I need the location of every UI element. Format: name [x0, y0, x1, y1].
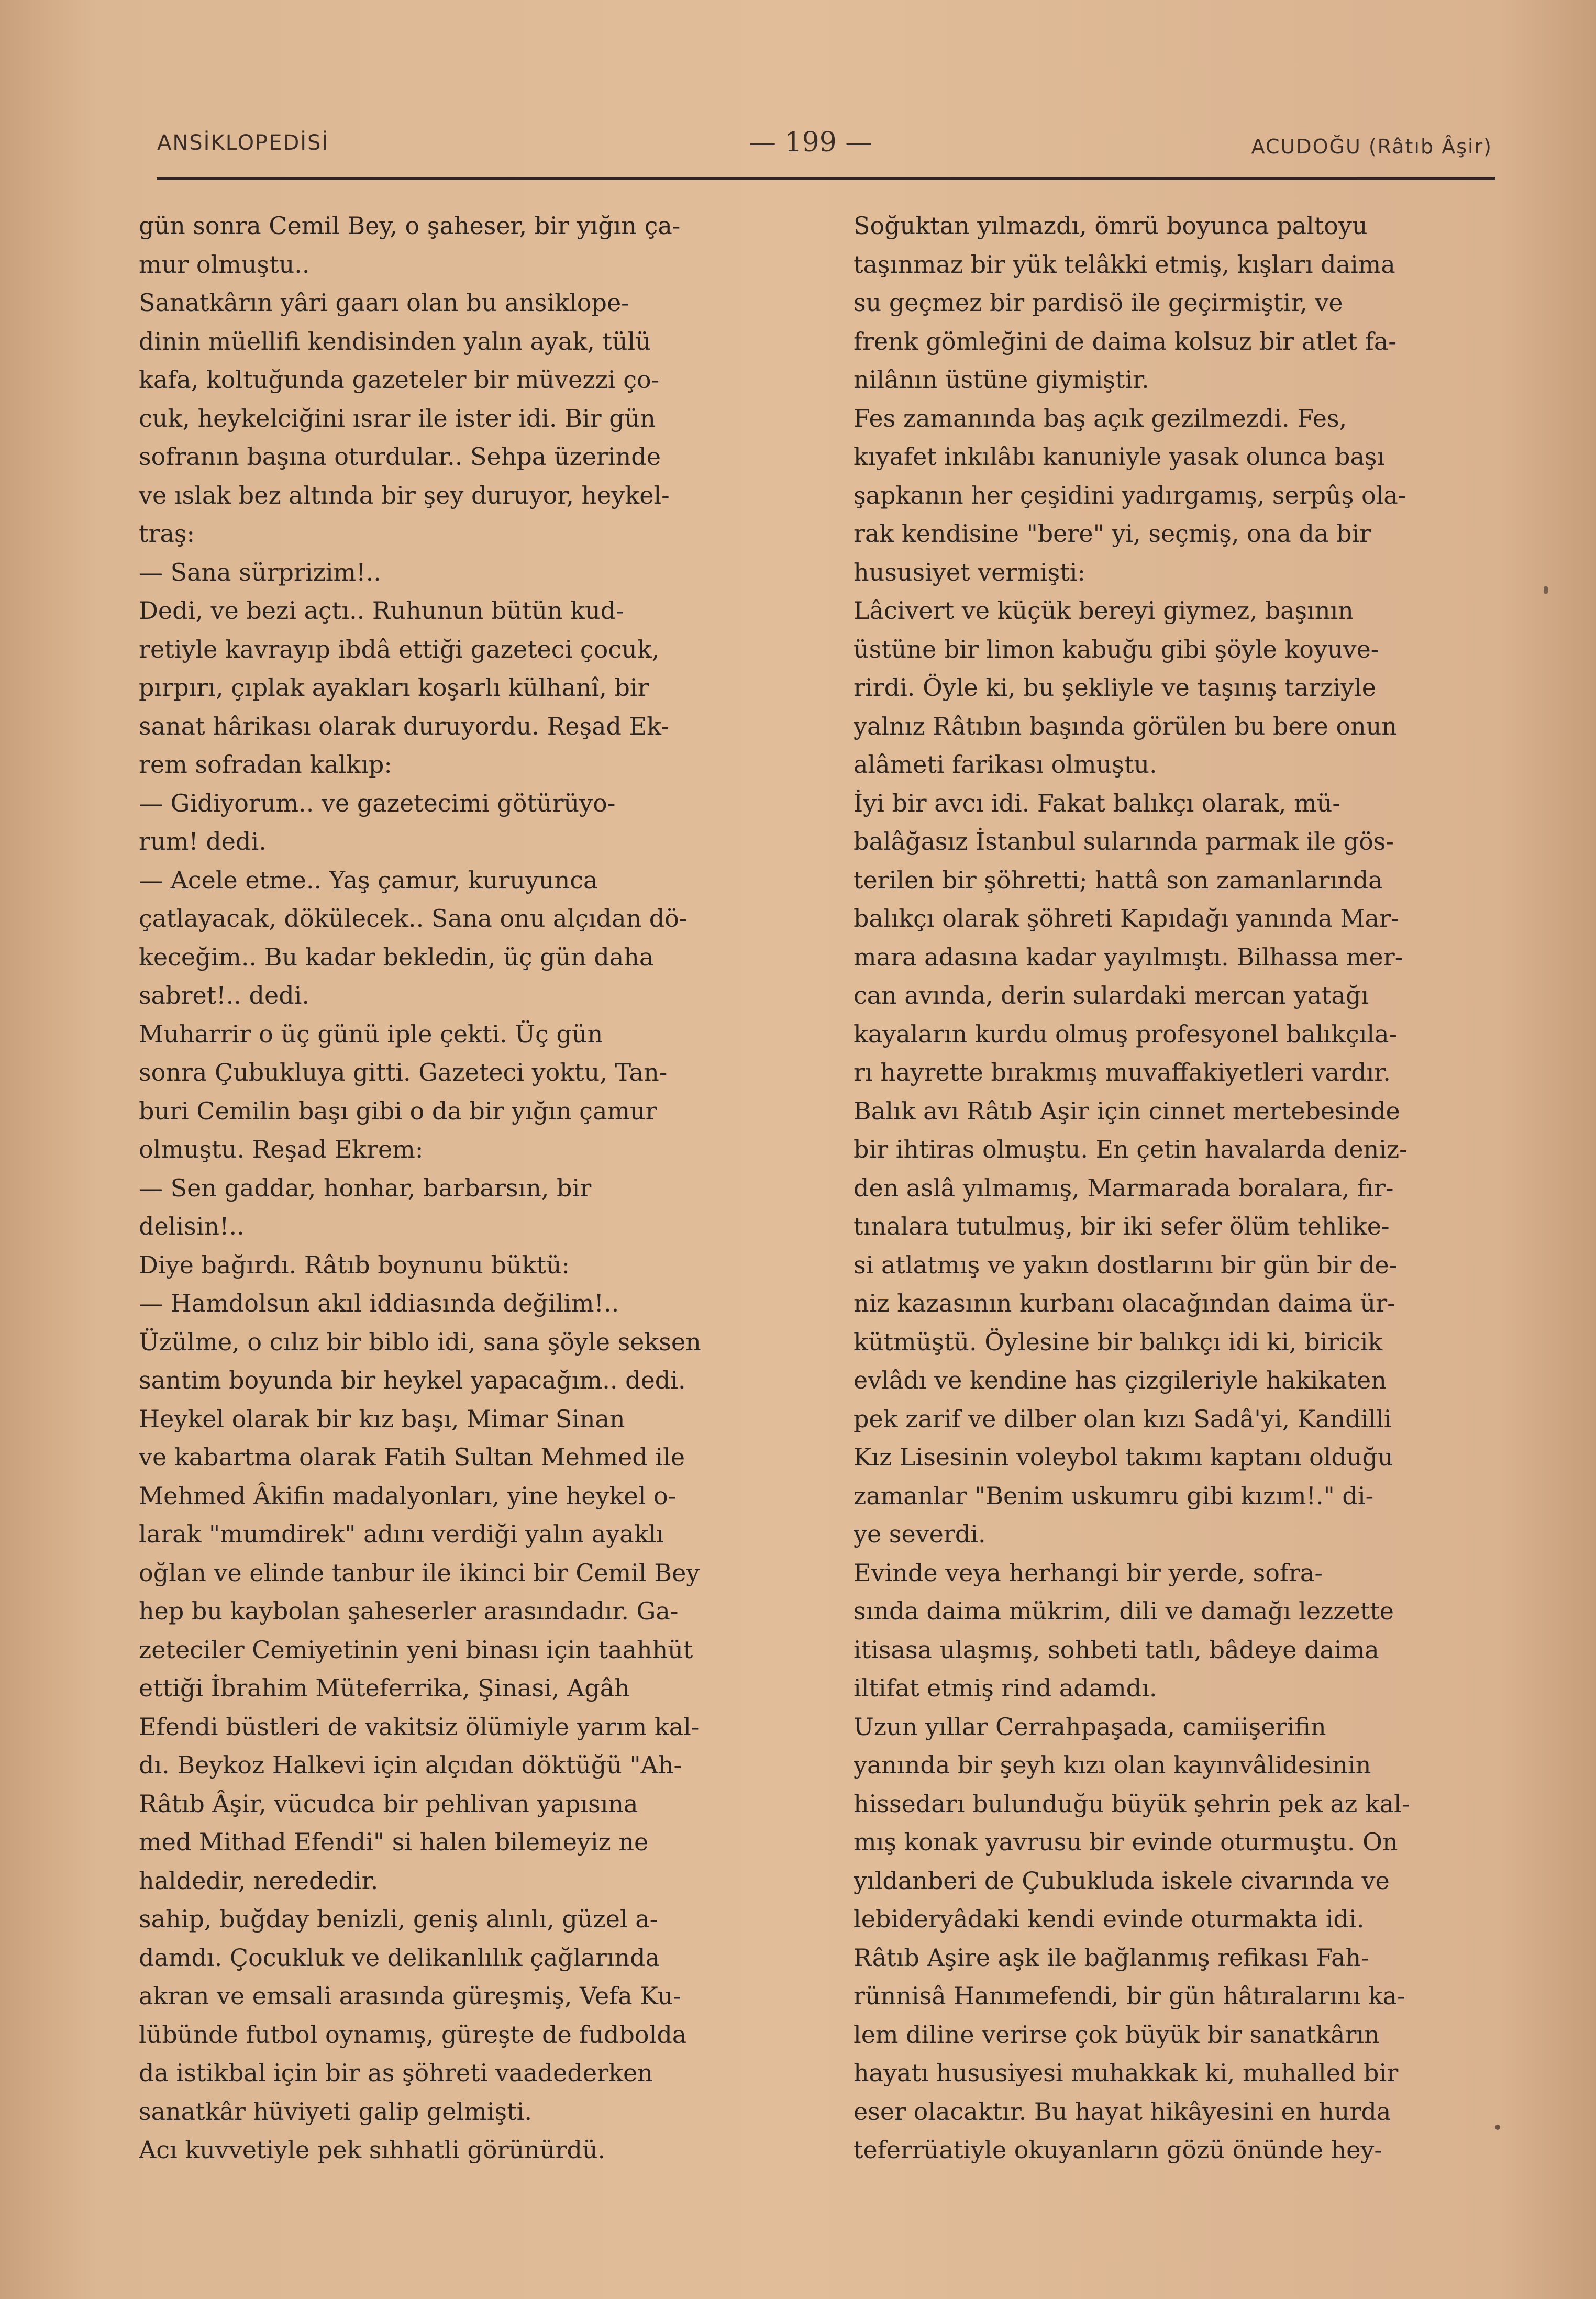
text-line: evlâdı ve kendine has çizgileriyle hakikaten: [854, 1366, 1387, 1394]
text-line: frenk gömleğini de daima kolsuz bir atlet fa-: [854, 327, 1396, 356]
page-speck: [1544, 586, 1548, 594]
text-line: Dedi, ve bezi açtı.. Ruhunun bütün kud-: [139, 596, 624, 625]
text-line: sında daima mükrim, dili ve damağı lezzette: [854, 1597, 1394, 1625]
header-left-title: ANSİKLOPEDİSİ: [157, 131, 329, 155]
text-line: larak "mumdirek" adını verdiği yalın ayaklı: [139, 1520, 664, 1548]
page-header: [157, 127, 1492, 168]
text-line: pırpırı, çıplak ayakları koşarlı külhanî, bir: [139, 673, 649, 702]
text-line: tınalara tutulmuş, bir iki sefer ölüm tehlike-: [854, 1212, 1390, 1240]
text-line: dı. Beykoz Halkevi için alçıdan döktüğü "Ah-: [139, 1751, 682, 1779]
text-line: Acı kuvvetiyle pek sıhhatli görünürdü.: [139, 2136, 606, 2164]
text-line: teferrüatiyle okuyanların gözü önünde hey-: [854, 2136, 1382, 2164]
text-line: zamanlar "Benim uskumru gibi kızım!." di-: [854, 1481, 1374, 1510]
text-line: mur olmuştu..: [139, 250, 310, 279]
text-line: keceğim.. Bu kadar bekledin, üç gün daha: [139, 942, 654, 971]
text-line: balâğasız İstanbul sularında parmak ile gös-: [854, 827, 1394, 856]
text-line: santim boyunda bir heykel yapacağım.. dedi.: [139, 1366, 686, 1394]
text-line: Diye bağırdı. Râtıb boynunu büktü:: [139, 1250, 570, 1279]
header-right-title: ACUDOĞU (Râtıb Âşir): [1251, 135, 1492, 158]
text-line: ve kabartma olarak Fatih Sultan Mehmed ile: [139, 1443, 685, 1471]
text-line: zeteciler Cemiyetinin yeni binası için taahhüt: [139, 1635, 693, 1664]
text-line: hususiyet vermişti:: [854, 558, 1085, 586]
text-line: Kız Lisesinin voleybol takımı kaptanı olduğu: [854, 1443, 1393, 1471]
text-line: da istikbal için bir as şöhreti vaadederken: [139, 2059, 653, 2087]
text-line: rum! dedi.: [139, 827, 267, 856]
text-line: Muharrir o üç günü iple çekti. Üç gün: [139, 1019, 603, 1048]
text-line: kütmüştü. Öylesine bir balıkçı idi ki, biricik: [854, 1327, 1383, 1356]
text-line: lübünde futbol oynamış, güreşte de fudbolda: [139, 2020, 687, 2049]
text-line: haldedir, nerededir.: [139, 1866, 379, 1895]
text-line: sahip, buğday benizli, geniş alınlı, güzel a-: [139, 1905, 658, 1933]
text-line: terilen bir şöhretti; hattâ son zamanlarında: [854, 865, 1383, 894]
text-line: den aslâ yılmamış, Marmarada boralara, fır-: [854, 1173, 1394, 1202]
text-line: Efendi büstleri de vakitsiz ölümiyle yarım kal-: [139, 1712, 700, 1741]
text-line: şapkanın her çeşidini yadırgamış, serpûş ola-: [854, 481, 1406, 509]
text-line: Lâcivert ve küçük bereyi giymez, başının: [854, 596, 1354, 625]
text-line: rak kendisine "bere" yi, seçmiş, ona da bir: [854, 519, 1371, 548]
text-line: — Hamdolsun akıl iddiasında değilim!..: [139, 1289, 619, 1317]
text-line: kafa, koltuğunda gazeteler bir müvezzi ço-: [139, 365, 660, 394]
text-line: buri Cemilin başı gibi o da bir yığın çamur: [139, 1096, 657, 1125]
text-line: dinin müellifi kendisinden yalın ayak, tülü: [139, 327, 651, 356]
right-column: [854, 207, 1490, 2170]
text-line: Heykel olarak bir kız başı, Mimar Sinan: [139, 1404, 625, 1433]
text-line: rem sofradan kalkıp:: [139, 750, 392, 779]
text-line: Balık avı Râtıb Aşir için cinnet mertebesinde: [854, 1096, 1400, 1125]
text-line: taşınmaz bir yük telâkki etmiş, kışları daima: [854, 250, 1395, 279]
text-line: Sanatkârın yâri gaarı olan bu ansiklope-: [139, 288, 629, 317]
text-line: Râtıb Aşire aşk ile bağlanmış refikası Fah-: [854, 1943, 1369, 1972]
text-line: mış konak yavrusu bir evinde oturmuştu. On: [854, 1828, 1398, 1856]
text-line: ettiği İbrahim Müteferrika, Şinasi, Agâh: [139, 1674, 630, 1702]
text-line: üstüne bir limon kabuğu gibi şöyle koyuve-: [854, 635, 1379, 663]
text-line: rı hayrette bırakmış muvaffakiyetleri vardır.: [854, 1058, 1391, 1086]
text-line: ye severdi.: [854, 1520, 986, 1548]
text-line: İyi bir avcı idi. Fakat balıkçı olarak, mü-: [854, 788, 1340, 817]
text-line: alâmeti farikası olmuştu.: [854, 750, 1157, 779]
text-line: yıldanberi de Çubukluda iskele civarında ve: [854, 1866, 1390, 1895]
page-speck: [1495, 2125, 1500, 2130]
text-line: balıkçı olarak şöhreti Kapıdağı yanında Mar-: [854, 904, 1399, 932]
text-line: Soğuktan yılmazdı, ömrü boyunca paltoyu: [854, 212, 1368, 240]
text-line: mara adasına kadar yayılmıştı. Bilhassa mer-: [854, 942, 1403, 971]
text-line: Mehmed Âkifin madalyonları, yine heykel o-: [139, 1481, 677, 1510]
text-line: su geçmez bir pardisö ile geçirmiştir, ve: [854, 288, 1343, 317]
text-line: — Acele etme.. Yaş çamur, kuruyunca: [139, 865, 598, 894]
text-line: yanında bir şeyh kızı olan kayınvâlidesinin: [854, 1751, 1371, 1779]
text-line: sanat hârikası olarak duruyordu. Reşad Ek-: [139, 712, 669, 740]
text-line: Fes zamanında baş açık gezilmezdi. Fes,: [854, 404, 1347, 432]
text-line: niz kazasının kurbanı olacağından daima ür-: [854, 1289, 1395, 1317]
text-line: — Sana sürprizim!..: [139, 558, 381, 586]
text-line: delisin!..: [139, 1212, 245, 1240]
text-line: lebideryâdaki kendi evinde oturmakta idi.: [854, 1905, 1365, 1933]
text-line: olmuştu. Reşad Ekrem:: [139, 1135, 424, 1163]
text-line: hep bu kaybolan şaheserler arasındadır. Ga-: [139, 1597, 679, 1625]
text-line: iltifat etmiş rind adamdı.: [854, 1674, 1157, 1702]
text-line: damdı. Çocukluk ve delikanlılık çağlarında: [139, 1943, 660, 1972]
text-line: eser olacaktır. Bu hayat hikâyesini en hurda: [854, 2097, 1391, 2126]
text-line: — Gidiyorum.. ve gazetecimi götürüyo-: [139, 788, 616, 817]
text-line: sabret!.. dedi.: [139, 981, 309, 1009]
text-line: si atlatmış ve yakın dostlarını bir gün bir de-: [854, 1250, 1398, 1279]
text-line: kayaların kurdu olmuş profesyonel balıkçıla-: [854, 1019, 1398, 1048]
text-line: Râtıb Âşir, vücudca bir pehlivan yapısına: [139, 1789, 638, 1818]
text-line: yalnız Râtıbın başında görülen bu bere onun: [854, 712, 1398, 740]
text-line: sanatkâr hüviyeti galip gelmişti.: [139, 2097, 532, 2126]
text-line: akran ve emsali arasında güreşmiş, Vefa Ku-: [139, 1982, 681, 2010]
text-line: Evinde veya herhangi bir yerde, sofra-: [854, 1558, 1323, 1587]
text-line: hayatı hususiyesi muhakkak ki, muhalled bir: [854, 2059, 1399, 2087]
text-line: kıyafet inkılâbı kanuniyle yasak olunca başı: [854, 442, 1385, 471]
page-number: — 199 —: [749, 127, 873, 158]
text-line: çatlayacak, dökülecek.. Sana onu alçıdan dö-: [139, 904, 688, 932]
text-line: — Sen gaddar, honhar, barbarsın, bir: [139, 1173, 592, 1202]
text-line: nilânın üstüne giymiştir.: [854, 365, 1149, 394]
text-line: ve ıslak bez altında bir şey duruyor, heykel-: [139, 481, 670, 509]
text-line: lem diline verirse çok büyük bir sanatkârın: [854, 2020, 1380, 2049]
text-line: Uzun yıllar Cerrahpaşada, camiişerifin: [854, 1712, 1326, 1741]
text-line: bir ihtiras olmuştu. En çetin havalarda deniz-: [854, 1135, 1407, 1163]
text-line: hissedarı bulunduğu büyük şehrin pek az kal-: [854, 1789, 1410, 1818]
text-line: retiyle kavrayıp ibdâ ettiği gazeteci çocuk,: [139, 635, 660, 663]
text-line: can avında, derin sulardaki mercan yatağı: [854, 981, 1369, 1009]
left-column: [139, 207, 778, 2170]
text-line: sofranın başına oturdular.. Sehpa üzerinde: [139, 442, 661, 471]
text-line: Üzülme, o cılız bir biblo idi, sana şöyle seksen: [139, 1327, 701, 1356]
text-line: itisasa ulaşmış, sohbeti tatlı, bâdeye daima: [854, 1635, 1379, 1664]
text-line: rirdi. Öyle ki, bu şekliyle ve taşınış tarziyle: [854, 673, 1376, 702]
text-line: oğlan ve elinde tanbur ile ikinci bir Cemil Bey: [139, 1558, 700, 1587]
header-rule: [157, 177, 1495, 180]
text-line: med Mithad Efendi" si halen bilemeyiz ne: [139, 1828, 649, 1856]
text-line: sonra Çubukluya gitti. Gazeteci yoktu, Tan-: [139, 1058, 668, 1086]
text-line: traş:: [139, 519, 195, 548]
text-line: cuk, heykelciğini ısrar ile ister idi. Bir gün: [139, 404, 656, 432]
text-line: rünnisâ Hanımefendi, bir gün hâtıralarını ka-: [854, 1982, 1405, 2010]
text-line: pek zarif ve dilber olan kızı Sadâ'yi, Kandilli: [854, 1404, 1392, 1433]
text-line: gün sonra Cemil Bey, o şaheser, bir yığın ça-: [139, 212, 681, 240]
